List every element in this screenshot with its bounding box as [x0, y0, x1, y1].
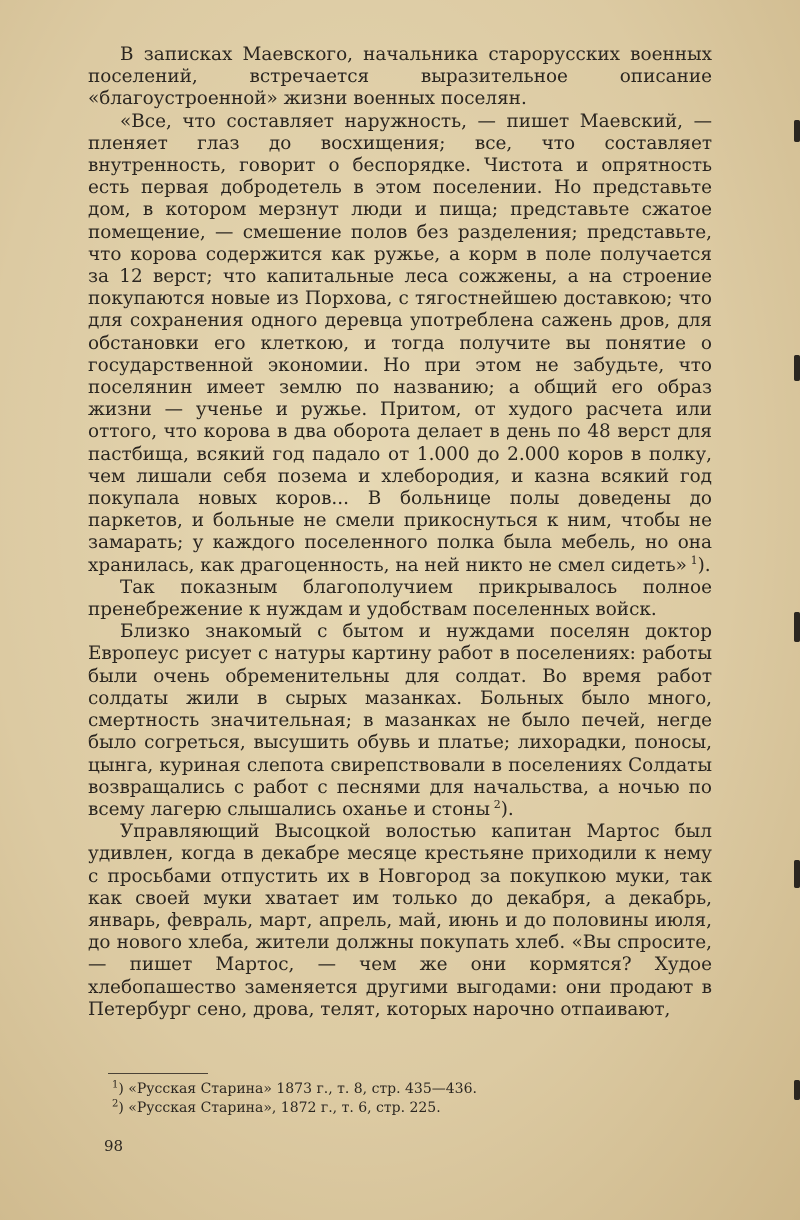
footnote-ref-1-close: ). — [697, 554, 711, 576]
body-text — [88, 44, 712, 1021]
footnote-2-mark: 2 — [112, 1098, 119, 1110]
paragraph-3: Так показным благополучием прикрывалось полное пренебрежение к нуждам и удобствам поселенных войск. — [88, 576, 712, 621]
page-edge-mark — [794, 120, 800, 142]
footnote-2-text: ) «Русская Старина», 1872 г., т. 6, стр. 225. — [118, 1100, 441, 1116]
page-edge-mark — [794, 860, 800, 888]
footnote-ref-2: 2 — [493, 797, 501, 811]
paragraph-4-text: Близко знакомый с бытом и нуждами поселян доктор Европеус рисует с натуры картину работ в поселениях: работы были очень обременительны для солдат. Во время работ солдаты жили в сырых мазанках. Больных было много, смертность значительная; в мазанках не было печей, негде было согреться, высушить обувь и платье; лихорадки, поносы, цынга, куриная слепота свирепствовали в поселениях Солдаты возвращались с работ с песнями для начальства, а ночью по всему лагерю слышались оханье и стоны — [88, 621, 712, 820]
paragraph-2-text: «Все, что составляет наружность, — пишет Маевский, — пленяет глаз до восхищения; все, что составляет внутренность, говорит о беспорядке. Чистота и опрятность есть первая добродетель в этом поселении. Но представьте дом, в котором мерзнут люди и пища; представьте сжатое помещение, — смешение полов без разделения; представьте, что корова содержится как ружье, а корм в поле получается за 12 верст; что капитальные леса сожжены, а на строение покупаются новые из Порхова, с тягостнейшею доставкою; что для сохранения одного деревца употреблена сажень дров, для обстановки его клеткою, и тогда получите вы понятие о государственной экономии. Но при этом не забудьте, что поселянин имеет землю по названию; а общий его образ жизни — ученье и ружье. Притом, от худого расчета или оттого, что корова в два оборота делает в день по 48 верст для пастбища, всякий год падало от 1.000 до 2.000 коров в полку, чем лишали себя позема и хлебородия, и казна всякий год покупала новых коров... В больнице полы доведены до паркетов, и больные не смели прикоснуться к ним, чтобы не замарать; у каждого поселенного полка была мебель, но она хранилась, как драгоценность, на ней никто не смел сидеть» — [88, 110, 712, 576]
footnote-1-mark: 1 — [112, 1079, 119, 1091]
page-number: 98 — [104, 1137, 124, 1155]
page-edge-mark — [794, 1080, 800, 1100]
paragraph-1: В записках Маевского, начальника старорусских военных поселений, встречается выразительное описание «благоустроенной» жизни военных поселян. — [88, 44, 712, 110]
footnote-1-text: ) «Русская Старина» 1873 г., т. 8, стр. 435—436. — [118, 1081, 477, 1097]
page-edge-mark — [794, 612, 800, 642]
page-edge-mark — [794, 355, 800, 381]
footnote-1 — [112, 1080, 672, 1099]
paragraph-2 — [88, 111, 712, 577]
footnote-2 — [112, 1099, 672, 1118]
footnote-ref-1: 1 — [690, 553, 698, 567]
paragraph-4 — [88, 621, 712, 821]
footnotes — [112, 1080, 672, 1118]
footnote-divider — [108, 1073, 208, 1074]
paragraph-5: Управляющий Высоцкой волостью капитан Мартос был удивлен, когда в декабре месяце крестьяне приходили к нему с просьбами отпустить их в Новгород за покупкою муки, так как своей муки хватает им только до декабря, а декабрь, январь, февраль, март, апрель, май, июнь и до половины июля, до нового хлеба, жители должны покупать хлеб. «Вы спросите, — пишет Мартос, — чем же они кормятся? Худое хлебопашество заменяется другими выгодами: они продают в Петербург сено, дрова, телят, которых нарочно отпаивают, — [88, 821, 712, 1020]
footnote-ref-2-close: ). — [500, 798, 514, 820]
